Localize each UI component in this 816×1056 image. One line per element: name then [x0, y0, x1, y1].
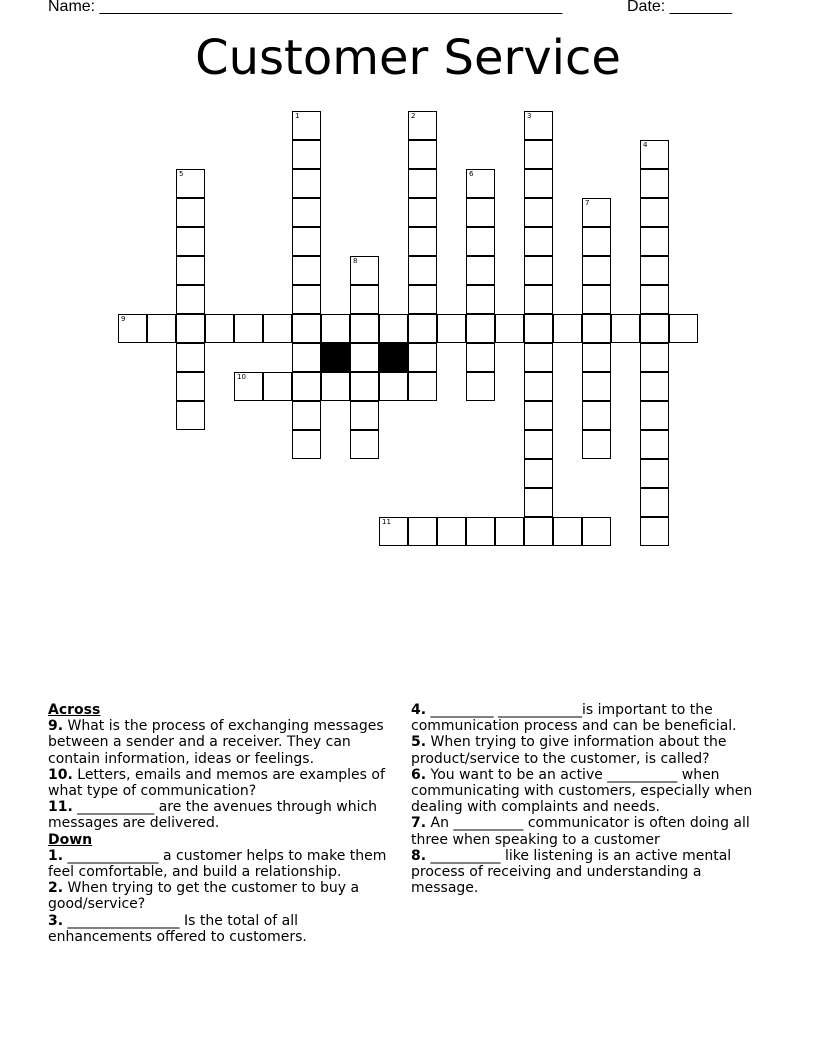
crossword-cell[interactable] — [379, 372, 408, 401]
clue-across-10: 10. Letters, emails and memos are examples of what type of communication? — [48, 766, 385, 800]
crossword-cell-1[interactable] — [292, 111, 321, 140]
crossword-cell[interactable] — [524, 517, 553, 546]
crossword-cell[interactable] — [437, 314, 466, 343]
clue-number: 4 — [643, 141, 648, 149]
crossword-cell[interactable] — [640, 343, 669, 372]
clue-down-2: 2. When trying to get the customer to buy a good/service? — [48, 880, 360, 913]
crossword-cell[interactable] — [582, 314, 611, 343]
name-field-label: Name: ____________________________________________________ — [48, 0, 563, 15]
clue-number: 7 — [585, 199, 590, 207]
crossword-cell[interactable] — [350, 314, 379, 343]
page-title: Customer Service — [195, 30, 621, 86]
crossword-cell[interactable] — [466, 517, 495, 546]
crossword-cell[interactable] — [408, 169, 437, 198]
crossword-cell[interactable] — [466, 256, 495, 285]
crossword-cell[interactable] — [321, 372, 350, 401]
clue-down-8: 8. __________ like listening is an active mental process of receiving and understanding a message. — [411, 847, 732, 897]
crossword-cell[interactable] — [350, 343, 379, 372]
crossword-cell[interactable] — [640, 459, 669, 488]
crossword-cell[interactable] — [350, 285, 379, 314]
crossword-cell[interactable] — [524, 372, 553, 401]
crossword-cell[interactable] — [176, 256, 205, 285]
crossword-cell[interactable] — [176, 314, 205, 343]
clue-down-1: 1. _____________ a customer helps to make them feel comfortable, and build a relationship. — [48, 847, 387, 881]
crossword-cell-8[interactable] — [350, 256, 379, 285]
crossword-cell[interactable] — [524, 198, 553, 227]
crossword-cell[interactable] — [292, 256, 321, 285]
clue-across-9: 9. What is the process of exchanging messages between a sender and a receiver. They can contain information, ideas or feelings. — [48, 718, 384, 767]
crossword-cell[interactable] — [466, 314, 495, 343]
crossword-cell[interactable] — [524, 256, 553, 285]
crossword-cell[interactable] — [524, 430, 553, 459]
crossword-cell[interactable] — [640, 430, 669, 459]
clue-down-4: 4. _________ ____________is important to the communication process and can be beneficial. — [411, 702, 737, 735]
crossword-cell[interactable] — [292, 227, 321, 256]
crossword-cell[interactable] — [408, 343, 437, 372]
crossword-cell[interactable] — [176, 343, 205, 372]
crossword-cell[interactable] — [466, 198, 495, 227]
crossword-cell[interactable] — [176, 401, 205, 430]
crossword-cell[interactable] — [234, 314, 263, 343]
crossword-cell[interactable] — [582, 401, 611, 430]
crossword-cell[interactable] — [466, 372, 495, 401]
crossword-cell[interactable] — [611, 314, 640, 343]
crossword-cell[interactable] — [524, 459, 553, 488]
crossword-cell[interactable] — [640, 517, 669, 546]
crossword-cell[interactable] — [640, 314, 669, 343]
clue-number: 2 — [411, 112, 416, 120]
crossword-cell[interactable] — [466, 285, 495, 314]
crossword-cell[interactable] — [524, 488, 553, 517]
clue-down-3: 3. ________________ Is the total of all enhancements offered to customers. — [48, 912, 307, 945]
crossword-cell-5[interactable] — [176, 169, 205, 198]
crossword-cell[interactable] — [408, 372, 437, 401]
clue-number: 10 — [237, 373, 246, 381]
crossword-cell[interactable] — [466, 227, 495, 256]
down-heading: Down — [48, 831, 93, 848]
clues-left-column — [48, 702, 404, 945]
crossword-cell[interactable] — [350, 430, 379, 459]
crossword-cell[interactable] — [292, 430, 321, 459]
crossword-cell[interactable] — [524, 401, 553, 430]
crossword-cell[interactable] — [292, 372, 321, 401]
clue-down-5: 5. When trying to give information about the product/service to the customer, is called? — [411, 734, 727, 767]
crossword-cell[interactable] — [350, 372, 379, 401]
crossword-cell[interactable] — [640, 227, 669, 256]
crossword-cell[interactable] — [408, 517, 437, 546]
crossword-cell[interactable] — [205, 314, 234, 343]
crossword-cell[interactable] — [582, 430, 611, 459]
crossword-cell[interactable] — [263, 372, 292, 401]
clue-down-6: 6. You want to be an active __________ when communicating with customers, especially when dealing with complaints and needs. — [411, 766, 753, 816]
across-heading: Across — [48, 702, 101, 718]
crossword-cell[interactable] — [292, 169, 321, 198]
clue-across-11: 11. ___________ are the avenues through which messages are delivered. — [48, 799, 378, 832]
clues-right-column — [411, 702, 771, 896]
crossword-cell[interactable] — [524, 343, 553, 372]
crossword-cell[interactable] — [524, 285, 553, 314]
clue-number: 11 — [382, 518, 391, 526]
crossword-cell-11[interactable] — [379, 517, 408, 546]
crossword-cell[interactable] — [176, 198, 205, 227]
clue-down-7: 7. An __________ communicator is often doing all three when speaking to a customer — [411, 815, 750, 848]
crossword-cell-6[interactable] — [466, 169, 495, 198]
crossword-cell[interactable] — [263, 314, 292, 343]
crossword-cell[interactable] — [553, 517, 582, 546]
crossword-cell[interactable] — [147, 314, 176, 343]
crossword-cell[interactable] — [292, 343, 321, 372]
crossword-cell[interactable] — [640, 401, 669, 430]
crossword-cell[interactable] — [640, 256, 669, 285]
crossword-cell[interactable] — [292, 140, 321, 169]
crossword-cell[interactable] — [321, 314, 350, 343]
date-field-label: Date: _______ — [627, 0, 732, 15]
crossword-cell[interactable] — [640, 198, 669, 227]
clue-number: 3 — [527, 112, 532, 120]
crossword-cell[interactable] — [292, 198, 321, 227]
crossword-cell[interactable] — [640, 285, 669, 314]
crossword-cell[interactable] — [350, 401, 379, 430]
crossword-cell[interactable] — [640, 169, 669, 198]
clue-number: 6 — [469, 170, 474, 178]
crossword-cell[interactable] — [408, 227, 437, 256]
crossword-cell[interactable] — [495, 314, 524, 343]
clue-number: 8 — [353, 257, 358, 265]
crossword-block — [321, 343, 350, 372]
crossword-cell[interactable] — [437, 517, 466, 546]
crossword-cell[interactable] — [524, 314, 553, 343]
crossword-cell[interactable] — [292, 314, 321, 343]
crossword-cell[interactable] — [176, 285, 205, 314]
crossword-cell[interactable] — [524, 227, 553, 256]
crossword-cell[interactable] — [524, 169, 553, 198]
crossword-cell[interactable] — [582, 227, 611, 256]
crossword-cell[interactable] — [582, 256, 611, 285]
crossword-cell[interactable] — [582, 517, 611, 546]
crossword-cell[interactable] — [408, 198, 437, 227]
crossword-cell-3[interactable] — [524, 111, 553, 140]
crossword-cell[interactable] — [582, 343, 611, 372]
crossword-cell[interactable] — [408, 256, 437, 285]
crossword-cell[interactable] — [669, 314, 698, 343]
clue-number: 9 — [121, 315, 126, 323]
crossword-cell-7[interactable] — [582, 198, 611, 227]
crossword-cell[interactable] — [466, 343, 495, 372]
crossword-cell[interactable] — [176, 227, 205, 256]
crossword-cell[interactable] — [292, 285, 321, 314]
crossword-cell[interactable] — [582, 285, 611, 314]
crossword-cell-10[interactable] — [234, 372, 263, 401]
crossword-cell[interactable] — [379, 314, 408, 343]
crossword-block — [379, 343, 408, 372]
crossword-cell-2[interactable] — [408, 111, 437, 140]
crossword-cell[interactable] — [640, 488, 669, 517]
crossword-cell[interactable] — [408, 314, 437, 343]
crossword-cell[interactable] — [582, 372, 611, 401]
clue-number: 1 — [295, 112, 300, 120]
crossword-cell[interactable] — [408, 140, 437, 169]
crossword-cell[interactable] — [408, 285, 437, 314]
clue-number: 5 — [179, 170, 184, 178]
crossword-cell[interactable] — [495, 517, 524, 546]
crossword-cell-4[interactable] — [640, 140, 669, 169]
crossword-cell[interactable] — [524, 140, 553, 169]
crossword-cell[interactable] — [292, 401, 321, 430]
crossword-cell[interactable] — [553, 314, 582, 343]
crossword-cell[interactable] — [176, 372, 205, 401]
crossword-cell-9[interactable] — [118, 314, 147, 343]
crossword-cell[interactable] — [640, 372, 669, 401]
